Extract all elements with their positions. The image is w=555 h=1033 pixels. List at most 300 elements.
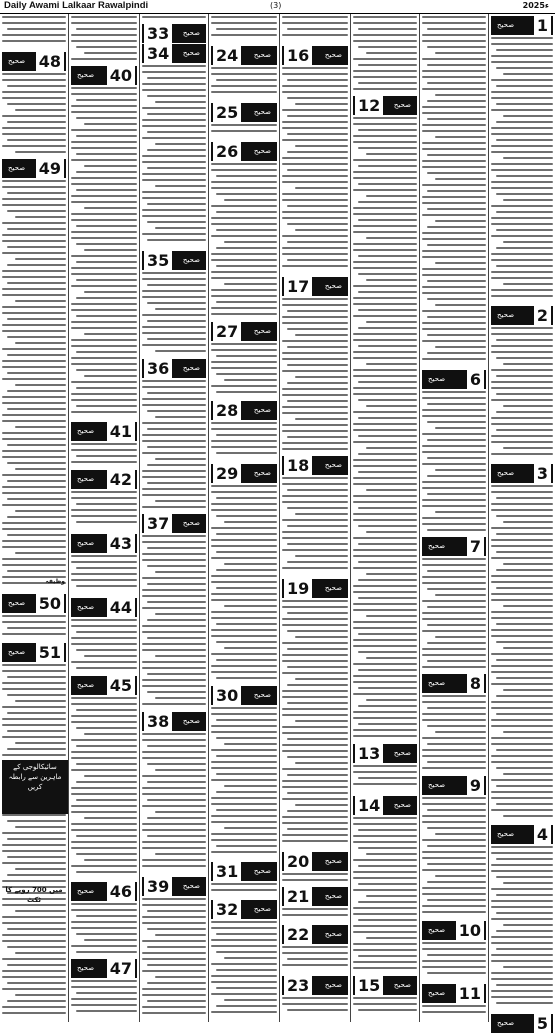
section-header: [422, 537, 486, 556]
text-line: [71, 111, 137, 113]
text-line: [211, 527, 277, 529]
text-line: [7, 408, 66, 410]
text-line: [147, 203, 206, 205]
text-line: [503, 966, 553, 968]
text-line: [422, 797, 486, 799]
text-line: [422, 755, 486, 757]
text-line: [147, 619, 206, 621]
text-line: [216, 28, 277, 30]
section-header: [211, 686, 277, 705]
text-line: [216, 175, 277, 177]
text-line: [71, 381, 137, 383]
text-line: [147, 928, 206, 930]
text-line: [287, 223, 348, 225]
text-line: [496, 229, 553, 231]
text-line: [491, 295, 553, 297]
footer-strip: [5, 578, 65, 586]
text-line: [427, 244, 486, 246]
text-line: [496, 85, 553, 87]
text-line: [358, 543, 417, 545]
text-line: [358, 28, 417, 30]
text-line: [422, 618, 486, 620]
text-line: [84, 123, 137, 125]
text-line: [71, 787, 137, 789]
text-line: [496, 948, 553, 950]
text-line: [496, 429, 553, 431]
text-line: [503, 815, 553, 817]
text-line: [71, 515, 137, 517]
section-header: [491, 464, 553, 483]
text-line: [358, 669, 417, 671]
text-line: [491, 151, 553, 153]
text-line: [282, 370, 348, 372]
text-line: [7, 228, 66, 230]
text-line: [142, 296, 206, 298]
text-line: [76, 117, 137, 119]
text-line: [147, 583, 206, 585]
text-line: [147, 221, 206, 223]
text-line: [15, 510, 66, 512]
text-line: [491, 809, 553, 811]
text-line: [71, 637, 137, 639]
text-line: [422, 112, 486, 114]
text-line: [216, 551, 277, 553]
text-line: [7, 1000, 66, 1002]
text-line: [422, 238, 486, 240]
text-line: [422, 505, 486, 507]
text-line: [2, 270, 66, 272]
text-line: [71, 93, 137, 95]
text-line: [491, 791, 553, 793]
text-line: [282, 109, 348, 111]
text-line: [71, 105, 137, 107]
section-number: 35: [144, 251, 172, 270]
text-line: [282, 732, 348, 734]
text-line: [211, 815, 277, 817]
text-line: [422, 523, 486, 525]
text-line: [2, 504, 66, 506]
text-line: [358, 46, 417, 48]
text-line: [71, 561, 137, 563]
section-header: [211, 900, 277, 919]
text-line: [2, 970, 66, 972]
text-line: [491, 187, 553, 189]
article-text: [282, 997, 348, 1018]
text-line: [211, 313, 277, 315]
text-line: [7, 480, 66, 482]
section-tag: صحیح: [393, 801, 411, 809]
text-line: [71, 986, 137, 988]
text-line: [491, 97, 553, 99]
text-line: [422, 148, 486, 150]
text-line: [282, 91, 348, 93]
section-number: 12: [355, 96, 383, 115]
text-line: [503, 73, 553, 75]
text-line: [353, 339, 417, 341]
text-line: [155, 853, 206, 855]
text-line: [211, 34, 277, 36]
text-line: [7, 498, 66, 500]
text-line: [282, 73, 348, 75]
text-line: [71, 363, 137, 365]
section-header: [422, 370, 486, 389]
text-line: [84, 775, 137, 777]
section-header: [71, 422, 137, 441]
text-line: [422, 487, 486, 489]
text-line: [358, 865, 417, 867]
text-line: [211, 85, 277, 87]
text-line: [216, 719, 277, 721]
text-line: [422, 695, 486, 697]
text-line: [503, 521, 553, 523]
text-line: [7, 390, 66, 392]
text-line: [287, 648, 348, 650]
text-line: [491, 846, 553, 848]
text-line: [84, 375, 137, 377]
text-line: [282, 714, 348, 716]
section-number: 17: [284, 277, 312, 296]
text-line: [7, 676, 66, 678]
text-line: [422, 40, 486, 42]
text-line: [211, 1011, 277, 1013]
text-line: [211, 629, 277, 631]
text-line: [353, 88, 417, 90]
text-line: [282, 235, 348, 237]
section-header: [142, 877, 206, 896]
text-line: [147, 946, 206, 948]
text-line: [2, 240, 66, 242]
text-line: [2, 204, 66, 206]
text-line: [496, 193, 553, 195]
section-header: [282, 852, 348, 871]
article-text: [422, 391, 486, 535]
text-line: [503, 405, 553, 407]
text-line: [427, 316, 486, 318]
text-line: [2, 402, 66, 404]
text-line: [142, 679, 206, 681]
text-line: [15, 216, 66, 218]
text-line: [422, 966, 486, 968]
text-line: [216, 659, 277, 661]
article-text: [142, 16, 206, 22]
text-line: [503, 689, 553, 691]
text-line: [491, 557, 553, 559]
section-number: 45: [107, 676, 135, 695]
section-header: [71, 676, 137, 695]
text-line: [2, 276, 66, 278]
section-number: 6: [467, 370, 484, 389]
text-line: [147, 781, 206, 783]
text-line: [422, 70, 486, 72]
text-line: [503, 924, 553, 926]
section-header: [353, 976, 417, 995]
text-line: [216, 434, 277, 436]
text-line: [71, 393, 137, 395]
text-line: [71, 509, 137, 511]
text-line: [71, 491, 137, 493]
text-line: [353, 213, 417, 215]
text-line: [211, 767, 277, 769]
text-line: [353, 40, 417, 42]
text-line: [211, 349, 277, 351]
text-line: [422, 701, 486, 703]
text-line: [422, 88, 486, 90]
text-line: [422, 130, 486, 132]
section-tag: صحیح: [324, 857, 342, 865]
text-line: [422, 340, 486, 342]
section-number: 44: [107, 598, 135, 617]
text-line: [353, 519, 417, 521]
text-line: [142, 488, 206, 490]
text-line: [287, 79, 348, 81]
text-line: [422, 274, 486, 276]
text-line: [366, 489, 417, 491]
text-line: [155, 416, 206, 418]
text-line: [353, 967, 417, 969]
text-line: [7, 730, 66, 732]
text-line: [211, 963, 277, 965]
text-line: [211, 289, 277, 291]
text-line: [142, 71, 206, 73]
section-header: [211, 142, 277, 161]
text-line: [353, 34, 417, 36]
text-line: [491, 545, 553, 547]
text-line: [142, 494, 206, 496]
text-line: [496, 139, 553, 141]
text-line: [2, 420, 66, 422]
text-line: [422, 232, 486, 234]
text-line: [282, 952, 348, 954]
text-line: [353, 645, 417, 647]
column-divider: [279, 14, 280, 1022]
text-line: [295, 145, 348, 147]
text-line: [435, 262, 486, 264]
text-line: [353, 639, 417, 641]
text-line: [71, 87, 137, 89]
text-line: [287, 525, 348, 527]
text-line: [491, 127, 553, 129]
text-line: [2, 492, 66, 494]
text-line: [353, 549, 417, 551]
section-number: 40: [107, 66, 135, 85]
text-line: [491, 665, 553, 667]
text-line: [353, 567, 417, 569]
section-header: [353, 96, 417, 115]
text-line: [282, 549, 348, 551]
article-text: [142, 733, 206, 875]
section-tag: صحیح: [253, 327, 271, 335]
article-text: [422, 1005, 486, 1018]
text-line: [353, 765, 417, 767]
text-line: [358, 901, 417, 903]
column-c7: [420, 14, 488, 1022]
text-line: [353, 609, 417, 611]
section-tag: صحیح: [497, 1019, 515, 1027]
text-line: [147, 284, 206, 286]
text-line: [496, 713, 553, 715]
text-line: [147, 1000, 206, 1002]
text-line: [76, 853, 137, 855]
text-line: [496, 247, 553, 249]
text-line: [142, 326, 206, 328]
text-line: [422, 76, 486, 78]
text-line: [84, 939, 137, 941]
text-line: [216, 755, 277, 757]
article-text: [491, 37, 553, 304]
text-line: [71, 769, 137, 771]
text-line: [491, 399, 553, 401]
text-line: [216, 845, 277, 847]
text-line: [287, 630, 348, 632]
masthead: [0, 0, 555, 14]
text-line: [224, 743, 277, 745]
text-line: [7, 318, 66, 320]
article-text: [71, 980, 137, 1018]
column-divider: [139, 14, 140, 1022]
text-line: [282, 430, 348, 432]
text-line: [147, 637, 206, 639]
text-line: [76, 709, 137, 711]
text-line: [71, 345, 137, 347]
issue-date: 2025ء: [522, 1, 549, 10]
text-line: [211, 883, 277, 885]
text-line: [422, 292, 486, 294]
text-line: [142, 757, 206, 759]
text-line: [491, 852, 553, 854]
text-line: [422, 839, 486, 841]
text-line: [76, 763, 137, 765]
article-text: [422, 16, 486, 368]
text-line: [353, 997, 417, 999]
text-line: [147, 817, 206, 819]
text-line: [147, 410, 206, 412]
text-line: [84, 817, 137, 819]
text-line: [211, 67, 277, 69]
text-line: [503, 882, 553, 884]
text-line: [2, 988, 66, 990]
section-header: [353, 796, 417, 815]
section-tag: صحیح: [77, 603, 95, 611]
text-line: [147, 239, 206, 241]
text-line: [353, 841, 417, 843]
text-line: [491, 217, 553, 219]
section-number: 30: [213, 686, 241, 705]
text-line: [71, 903, 137, 905]
text-line: [142, 631, 206, 633]
text-line: [211, 235, 277, 237]
text-line: [216, 623, 277, 625]
text-line: [142, 739, 206, 741]
text-line: [211, 617, 277, 619]
section-number: 4: [534, 825, 551, 844]
text-line: [353, 889, 417, 891]
section-header: [422, 984, 486, 1003]
article-text: [211, 16, 277, 44]
text-line: [71, 829, 137, 831]
text-line: [7, 946, 66, 948]
text-line: [71, 721, 137, 723]
text-line: [142, 1012, 206, 1014]
text-line: [287, 310, 348, 312]
text-line: [295, 804, 348, 806]
text-line: [142, 916, 206, 918]
text-line: [358, 633, 417, 635]
section-tag: صحیح: [77, 475, 95, 483]
text-line: [282, 997, 348, 999]
text-line: [2, 438, 66, 440]
text-line: [71, 195, 137, 197]
text-line: [503, 115, 553, 117]
section-number: 50: [36, 594, 64, 613]
section-tag: صحیح: [497, 311, 515, 319]
text-line: [2, 682, 66, 684]
text-line: [84, 859, 137, 861]
text-line: [282, 304, 348, 306]
section-number: 5: [534, 1014, 551, 1033]
text-line: [147, 673, 206, 675]
text-line: [211, 343, 277, 345]
text-line: [282, 768, 348, 770]
text-line: [353, 141, 417, 143]
text-line: [422, 612, 486, 614]
text-line: [15, 151, 66, 153]
text-line: [71, 357, 137, 359]
text-line: [491, 888, 553, 890]
text-line: [71, 739, 137, 741]
text-line: [2, 198, 66, 200]
column-c5: [280, 14, 350, 1022]
text-line: [216, 497, 277, 499]
text-line: [2, 360, 66, 362]
text-line: [282, 139, 348, 141]
text-line: [2, 754, 66, 756]
text-line: [282, 34, 348, 36]
text-line: [76, 405, 137, 407]
text-line: [353, 459, 417, 461]
text-line: [491, 271, 553, 273]
text-line: [353, 925, 417, 927]
text-line: [15, 826, 66, 828]
text-line: [71, 805, 137, 807]
article-text: [2, 16, 66, 50]
text-line: [224, 241, 277, 243]
section-number: 29: [213, 464, 241, 483]
text-line: [422, 415, 486, 417]
text-line: [353, 501, 417, 503]
column-c1: [0, 14, 68, 1022]
text-line: [491, 223, 553, 225]
text-line: [15, 300, 66, 302]
text-line: [211, 797, 277, 799]
text-line: [2, 222, 66, 224]
text-line: [422, 911, 486, 913]
text-line: [358, 291, 417, 293]
text-line: [147, 799, 206, 801]
text-line: [427, 421, 486, 423]
text-line: [71, 147, 137, 149]
text-line: [76, 189, 137, 191]
text-line: [353, 949, 417, 951]
section-tag: صحیح: [324, 981, 342, 989]
text-line: [142, 952, 206, 954]
article-text: [211, 67, 277, 101]
text-line: [427, 457, 486, 459]
text-line: [496, 912, 553, 914]
text-line: [503, 647, 553, 649]
page-number: (3): [270, 1, 282, 10]
text-line: [2, 396, 66, 398]
text-line: [216, 452, 277, 454]
